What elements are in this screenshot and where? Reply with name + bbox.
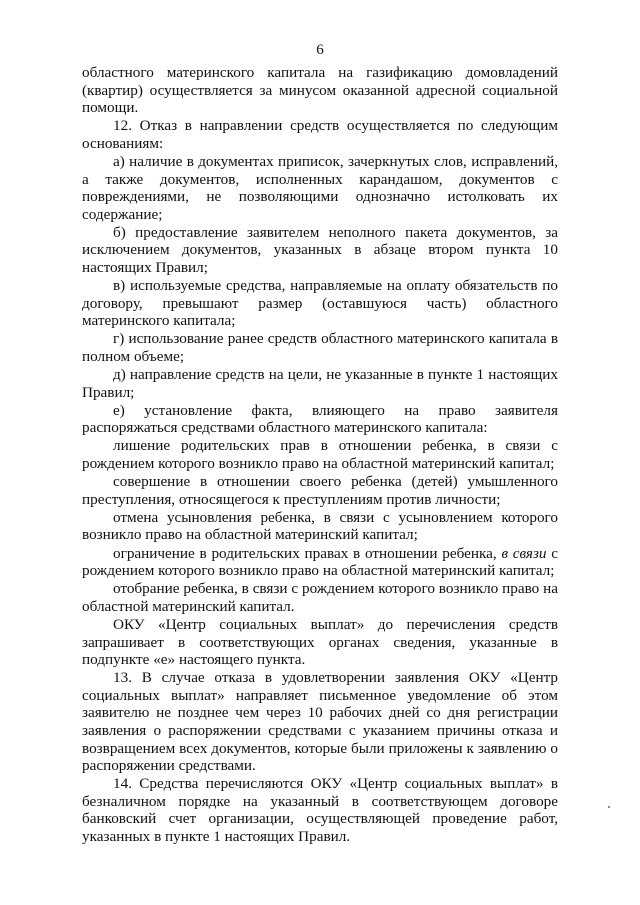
ground-restriction xyxy=(82,545,558,580)
paragraph-oku-request: ОКУ «Центр социальных выплат» до перечисления средств запрашивает в соответствующих органах сведения, указанные в подпункте «е» настоящего пункта. xyxy=(82,615,558,669)
subitem-g: г) использование ранее средств областного материнского капитала в полном объеме; xyxy=(82,330,558,365)
subitem-e: е) установление факта, влияющего на право заявителя распоряжаться средствами областного материнского капитала: xyxy=(82,401,558,437)
ground-removal: отобрание ребенка, в связи с рождением которого возникло право на областной материнский капитал. xyxy=(82,580,558,615)
subitem-v: в) используемые средства, направляемые на оплату обязательств по договору, превышают размер (оставшуюся часть) областного материнского капитала; xyxy=(82,277,558,330)
ground-deprivation: лишение родительских прав в отношении ребенка, в связи с рождением которого возникло право на областной материнский капитал; xyxy=(82,437,558,473)
page-number: 6 xyxy=(316,42,324,58)
ground-restriction-text-a: ограничение в родительских правах в отношении ребенка, xyxy=(113,544,497,562)
ground-adoption-cancel: отмена усыновления ребенка, в связи с усыновлением которого возникло право на областной материнский капитал; xyxy=(82,508,558,544)
paragraph-item-14: 14. Средства перечисляются ОКУ «Центр социальных выплат» в безналичном порядке на указанный в соответствующем договоре банковский счет организации, осуществляющей проведение работ, указанных в пункте 1 настоящих Правил. xyxy=(82,775,558,846)
ground-crime: совершение в отношении своего ребенка (детей) умышленного преступления, относящегося к преступлениям против личности; xyxy=(82,473,558,508)
subitem-a: а) наличие в документах приписок, зачеркнутых слов, исправлений, а также документов, исполненных карандашом, документов с повреждениями, не позволяющими однозначно истолковать их содержание; xyxy=(82,152,558,223)
ground-restriction-text-b: с рождением которого возникло право на областной материнский капитал; xyxy=(82,544,559,580)
paragraph-item-13: 13. В случае отказа в удовлетворении заявления ОКУ «Центр социальных выплат» направляет письменное уведомление об этом заявителю не позднее чем через 10 рабочих дней со дня регистрации заявления о распоряжении средствами с указанием причины отказа и возвращением всех документов, которые были приложены к заявлению о распоряжении средствами. xyxy=(82,669,558,775)
ground-restriction-italic: в связи xyxy=(501,544,547,562)
paragraph-item-12: 12. Отказ в направлении средств осуществляется по следующим основаниям: xyxy=(82,117,558,152)
subitem-b: б) предоставление заявителем неполного пакета документов, за исключением документов, указанных в абзаце втором пункта 10 настоящих Правил; xyxy=(82,223,558,277)
scan-speck xyxy=(608,806,610,808)
document-body xyxy=(82,64,558,846)
paragraph-continuation: областного материнского капитала на газификацию домовладений (квартир) осуществляется за минусом оказанной адресной социальной помощи. xyxy=(82,64,558,117)
subitem-d: д) направление средств на цели, не указанные в пункте 1 настоящих Правил; xyxy=(82,366,558,401)
